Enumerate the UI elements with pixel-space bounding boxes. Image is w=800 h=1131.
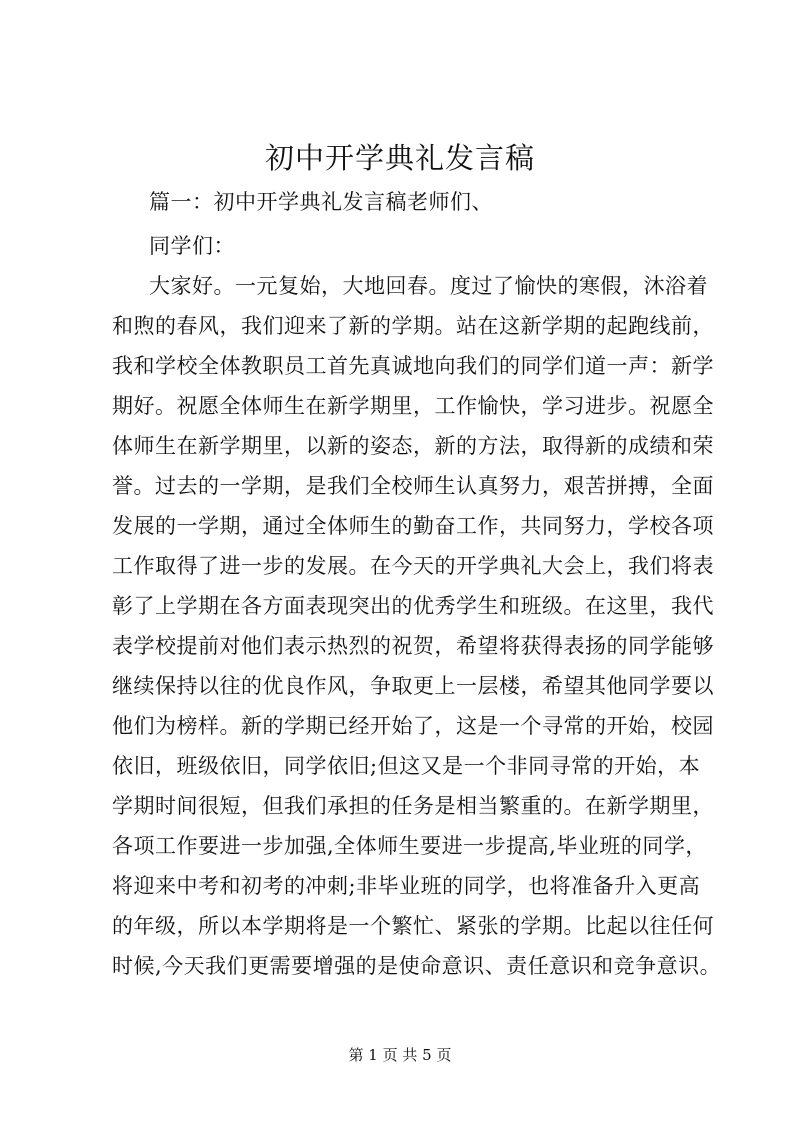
body-line: 我和学校全体教职员工首先真诚地向我们的同学们道一声：新学 <box>112 354 714 378</box>
body-line: 他们为榜样。新的学期已经开始了，这是一个寻常的开始，校园 <box>112 714 714 738</box>
body-line: 誉。过去的一学期，是我们全校师生认真努力，艰苦拼搏，全面 <box>112 474 714 498</box>
body-line: 时候,今天我们更需要增强的是使命意识、责任意识和竞争意识。 <box>112 954 722 978</box>
body-line: 体师生在新学期里，以新的姿态，新的方法，取得新的成绩和荣 <box>112 434 714 458</box>
body-line: 将迎来中考和初考的冲刺;非毕业班的同学，也将准备升入更高 <box>112 874 701 898</box>
body-line: 工作取得了进一步的发展。在今天的开学典礼大会上，我们将表 <box>112 554 714 578</box>
body-line: 彰了上学期在各方面表现突出的优秀学生和班级。在这里，我代 <box>112 594 714 618</box>
body-line: 发展的一学期，通过全体师生的勤奋工作，共同努力，学校各项 <box>112 514 714 538</box>
body-line: 各项工作要进一步加强,全体师生要进一步提高,毕业班的同学， <box>112 834 707 858</box>
page-title: 初中开学典礼发言稿 <box>264 141 535 175</box>
body-line: 表学校提前对他们表示热烈的祝贺，希望将获得表扬的同学能够 <box>112 634 714 658</box>
greeting-line: 同学们： <box>149 234 235 258</box>
body-line: 期好。祝愿全体师生在新学期里，工作愉快，学习进步。祝愿全 <box>112 394 714 418</box>
subtitle-line: 篇一：初中开学典礼发言稿老师们、 <box>149 190 493 214</box>
body-line: 学期时间很短，但我们承担的任务是相当繁重的。在新学期里， <box>112 794 714 818</box>
page-footer: 第 1 页 共 5 页 <box>348 1046 452 1064</box>
body-line: 继续保持以往的优良作风，争取更上一层楼，希望其他同学要以 <box>112 674 714 698</box>
body-line: 的年级，所以本学期将是一个繁忙、紧张的学期。比起以往任何 <box>112 914 714 938</box>
body-line: 大家好。一元复始，大地回春。度过了愉快的寒假，沐浴着 <box>149 274 708 298</box>
body-line: 和煦的春风，我们迎来了新的学期。站在这新学期的起跑线前， <box>112 314 714 338</box>
body-line: 依旧，班级依旧，同学依旧;但这又是一个非同寻常的开始，本 <box>112 754 701 778</box>
